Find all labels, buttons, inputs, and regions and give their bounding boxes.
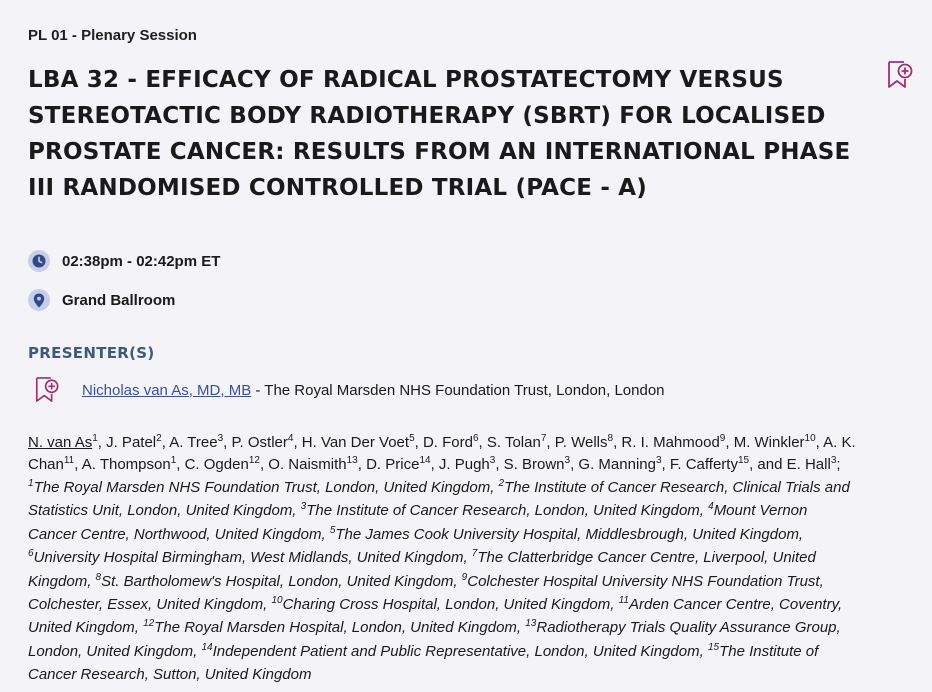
- location-pin-icon: [28, 289, 50, 311]
- text-run: , P. Ostler: [223, 434, 288, 451]
- text-run: United Kingdom,: [28, 619, 144, 637]
- author-line: [28, 432, 920, 454]
- title-line: PROSTATE CANCER: RESULTS FROM AN INTERNATIONAL PHASE: [28, 139, 851, 165]
- affiliation-superscript: 9: [461, 571, 468, 583]
- presenter-affiliation: - The Royal Marsden NHS Foundation Trust, London, London: [251, 381, 665, 399]
- session-time-row: [28, 250, 220, 272]
- affiliation-line: [28, 499, 920, 522]
- session-time: 02:38pm - 02:42pm ET: [62, 252, 221, 270]
- affiliation-superscript: 10: [804, 433, 816, 444]
- affiliation-superscript: 1: [92, 433, 98, 444]
- text-run: , A. Thompson: [74, 456, 171, 473]
- author-line: [28, 454, 920, 476]
- text-run: The Institute of Cancer Research, Clinical Trials and: [504, 479, 850, 496]
- text-run: , and E. Hall: [749, 456, 831, 473]
- text-run: Colchester Hospital University NHS Foundation Trust,: [467, 572, 824, 590]
- affiliation-superscript: 12: [248, 455, 260, 466]
- affiliation-superscript: 7: [471, 548, 478, 560]
- abstract-title: [28, 62, 858, 206]
- affiliation-superscript: 6: [472, 433, 479, 444]
- session-location-row: [28, 289, 175, 311]
- text-run: , A. K.: [815, 434, 856, 451]
- affiliation-line: [28, 640, 920, 663]
- affiliation-superscript: 11: [63, 455, 75, 466]
- affiliation-line: [28, 570, 920, 593]
- text-run: , G. Manning: [570, 456, 656, 473]
- title-line: STEREOTACTIC BODY RADIOTHERAPY (SBRT) FOR LOCALISED: [28, 103, 826, 129]
- affiliation-superscript: 8: [607, 433, 614, 444]
- text-run: , M. Winkler: [725, 434, 805, 451]
- affiliation-line: [28, 616, 920, 639]
- text-run: , H. Van Der Voet: [293, 434, 410, 451]
- affiliation-line: [28, 523, 920, 546]
- clock-icon: [28, 250, 50, 272]
- bookmark-presenter-button[interactable]: [34, 376, 60, 404]
- text-run: , D. Ford: [414, 434, 473, 451]
- text-run: Chan: [28, 456, 64, 473]
- text-run: The Institute of: [719, 642, 819, 660]
- affiliation-superscript: 1: [28, 478, 34, 489]
- affiliation-superscript: 5: [329, 524, 336, 536]
- affiliation-superscript: 4: [708, 501, 714, 513]
- affiliation-superscript: 13: [346, 455, 358, 466]
- affiliation-superscript: 7: [540, 433, 547, 444]
- text-run: Cancer Centre, Northwood, United Kingdom,: [28, 525, 330, 543]
- text-run: Mount Vernon: [713, 502, 808, 520]
- text-run: London, United Kingdom,: [28, 642, 202, 660]
- session-location: Grand Ballroom: [62, 291, 176, 309]
- affiliation-list: [28, 476, 920, 687]
- text-run: Statistics Unit, London, United Kingdom,: [28, 502, 301, 520]
- title-line: LBA 32 - EFFICACY OF RADICAL PROSTATECTOMY VERSUS: [28, 67, 784, 93]
- text-run: The Institute of Cancer Research, London, United Kingdom,: [306, 502, 709, 520]
- text-run: The Clatterbridge Cancer Centre, Liverpool, United: [477, 549, 816, 567]
- bookmark-add-icon: [34, 376, 60, 404]
- affiliation-superscript: 2: [156, 433, 162, 444]
- affiliation-superscript: 5: [409, 433, 415, 444]
- bookmark-abstract-button[interactable]: [886, 60, 914, 90]
- presenter-name-link[interactable]: Nicholas van As, MD, MB: [82, 381, 252, 399]
- text-run: , P. Wells: [546, 434, 608, 451]
- text-run: ;: [836, 456, 841, 473]
- text-run: Colchester, Essex, United Kingdom,: [28, 596, 272, 614]
- text-run: The James Cook University Hospital, Middlesbrough, United Kingdom,: [335, 525, 804, 543]
- presenter-row: [34, 376, 665, 404]
- text-run: , S. Brown: [495, 456, 565, 473]
- text-run: The Royal Marsden NHS Foundation Trust, London, United Kingdom,: [33, 479, 499, 496]
- presenters-heading: PRESENTER(S): [28, 344, 155, 362]
- affiliation-superscript: 4: [287, 433, 294, 444]
- affiliation-superscript: 11: [618, 595, 629, 607]
- affiliation-superscript: 13: [525, 618, 537, 630]
- text-run: St. Bartholomew's Hospital, London, United Kingdom,: [101, 572, 462, 590]
- text-run: Charing Cross Hospital, London, United Kingdom,: [282, 596, 619, 614]
- affiliation-superscript: 3: [830, 455, 837, 466]
- text-run: , A. Tree: [161, 434, 218, 451]
- text-run: Cancer Research, Sutton, United Kingdom: [28, 666, 312, 684]
- session-label: PL 01 - Plenary Session: [28, 27, 197, 44]
- affiliation-superscript: 3: [655, 455, 662, 466]
- affiliation-superscript: 3: [489, 455, 496, 466]
- text-run: The Royal Marsden Hospital, London, United Kingdom,: [154, 619, 526, 637]
- text-run: , D. Price: [357, 456, 420, 473]
- presenting-author: N. van As: [28, 434, 93, 451]
- text-run: , J. Pugh: [430, 456, 490, 473]
- affiliation-superscript: 14: [201, 641, 213, 653]
- affiliation-superscript: 2: [498, 478, 505, 489]
- affiliation-superscript: 15: [737, 455, 750, 466]
- affiliation-superscript: 14: [419, 455, 431, 466]
- affiliation-superscript: 1: [170, 455, 177, 466]
- affiliation-superscript: 3: [300, 501, 307, 513]
- text-run: , R. I. Mahmood: [613, 434, 720, 451]
- author-list: [28, 432, 920, 476]
- affiliation-superscript: 6: [28, 548, 34, 560]
- text-run: , S. Tolan: [478, 434, 541, 451]
- text-run: , C. Ogden: [176, 456, 249, 473]
- affiliation-line: [28, 476, 920, 499]
- text-run: Arden Cancer Centre, Coventry,: [628, 596, 843, 614]
- affiliation-superscript: 3: [564, 455, 571, 466]
- affiliation-superscript: 12: [143, 618, 155, 630]
- text-run: , J. Patel: [97, 434, 157, 451]
- text-run: , O. Naismith: [259, 456, 347, 473]
- affiliation-superscript: 8: [95, 571, 102, 583]
- bookmark-add-icon: [886, 60, 914, 90]
- affiliation-superscript: 10: [271, 595, 283, 607]
- text-run: Kingdom,: [28, 572, 96, 590]
- affiliation-superscript: 9: [719, 433, 726, 444]
- text-run: , F. Cafferty: [661, 456, 738, 473]
- title-line: III RANDOMISED CONTROLLED TRIAL (PACE - A): [28, 175, 648, 201]
- affiliation-line: [28, 663, 920, 686]
- affiliation-line: [28, 593, 920, 616]
- affiliation-superscript: 15: [707, 641, 720, 653]
- text-run: Independent Patient and Public Representative, London, United Kingdom,: [212, 642, 708, 660]
- text-run: University Hospital Birmingham, West Midlands, United Kingdom,: [33, 549, 472, 567]
- affiliation-line: [28, 546, 920, 569]
- affiliation-superscript: 3: [217, 433, 224, 444]
- text-run: Radiotherapy Trials Quality Assurance Group,: [536, 619, 841, 637]
